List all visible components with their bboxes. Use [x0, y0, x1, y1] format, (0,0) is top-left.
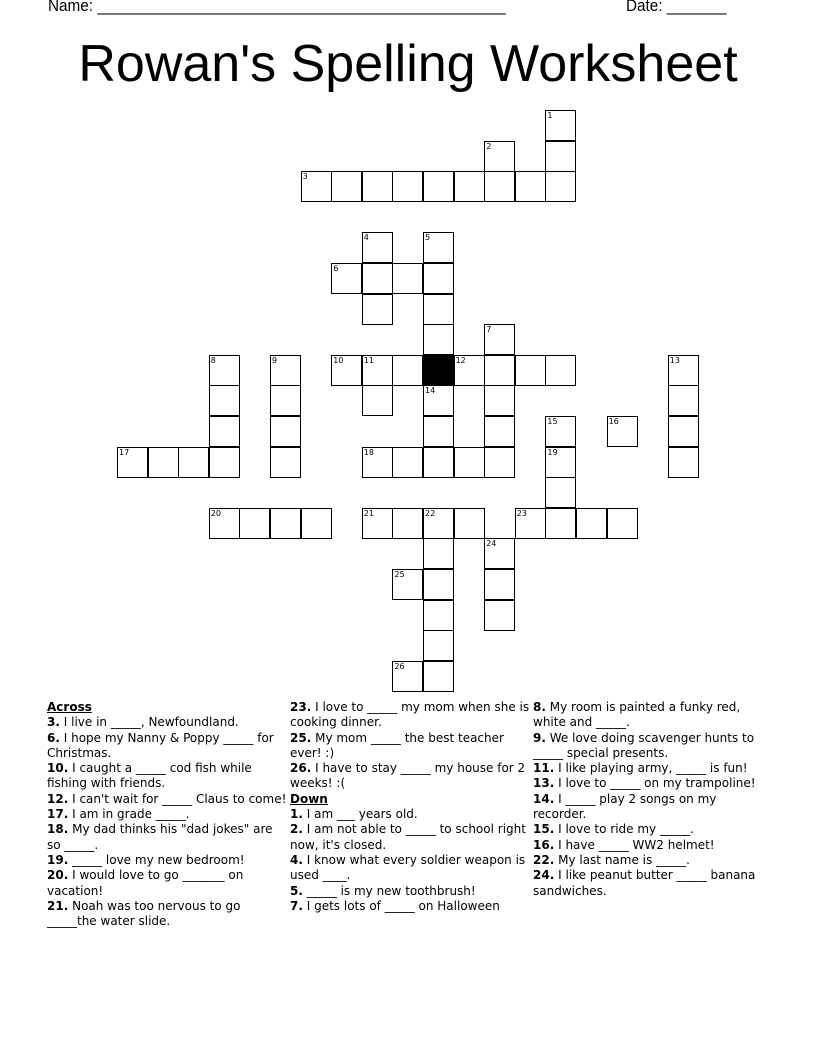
- grid-cell[interactable]: [270, 355, 301, 386]
- grid-cell[interactable]: [423, 508, 454, 539]
- clue-number: 19.: [47, 852, 69, 867]
- grid-cell[interactable]: [209, 416, 240, 447]
- clue-text: I like peanut butter _____ banana sandwiches.: [533, 868, 756, 898]
- grid-cell[interactable]: [607, 508, 638, 539]
- clue-text: I have to stay _____ my house for 2 weeks! :(: [290, 761, 526, 791]
- clue-number: 20.: [47, 868, 69, 883]
- grid-cell[interactable]: [178, 447, 209, 478]
- grid-cell[interactable]: [270, 508, 301, 539]
- clues-column-1: [47, 700, 287, 929]
- clue-number: 18.: [47, 822, 69, 837]
- cell-number: 5: [425, 233, 431, 243]
- grid-cell[interactable]: [392, 661, 423, 692]
- grid-cell[interactable]: [362, 355, 393, 386]
- cell-number: 8: [210, 355, 216, 365]
- cell-number: 17: [119, 447, 130, 457]
- grid-cell[interactable]: [362, 447, 393, 478]
- grid-cell[interactable]: [515, 508, 546, 539]
- grid-cell[interactable]: [545, 416, 576, 447]
- grid-cell[interactable]: [423, 263, 454, 294]
- grid-cell[interactable]: [484, 569, 515, 600]
- grid-cell[interactable]: [668, 385, 699, 416]
- clue-number: 17.: [47, 807, 69, 822]
- grid-cell[interactable]: [270, 385, 301, 416]
- grid-cell[interactable]: [668, 447, 699, 478]
- cell-number: 18: [363, 447, 374, 457]
- clue-number: 5.: [290, 883, 303, 898]
- cell-number: 3: [302, 172, 308, 182]
- clue-down: [290, 807, 530, 822]
- clue-across: [47, 731, 287, 762]
- cell-number: 26: [394, 661, 405, 671]
- cell-number: 12: [455, 355, 466, 365]
- grid-cell[interactable]: [545, 447, 576, 478]
- clue-number: 11.: [533, 761, 555, 776]
- cell-number: 15: [547, 417, 558, 426]
- grid-cell[interactable]: [484, 600, 515, 631]
- grid-cell[interactable]: [301, 171, 332, 202]
- grid-cell[interactable]: [331, 171, 362, 202]
- black-cell: [423, 355, 454, 386]
- clue-number: 23.: [290, 700, 312, 714]
- grid-cell[interactable]: [423, 416, 454, 447]
- grid-cell[interactable]: [301, 508, 332, 539]
- clue-down: [290, 899, 530, 914]
- clue-text: I am in grade _____.: [72, 807, 190, 822]
- grid-cell[interactable]: [209, 355, 240, 386]
- cell-number: 10: [333, 355, 344, 365]
- grid-cell[interactable]: [362, 263, 393, 294]
- clue-across: [290, 731, 530, 762]
- clue-text: I love to _____ my mom when she is cooking dinner.: [290, 700, 530, 730]
- clue-number: 16.: [533, 837, 555, 852]
- cell-number: 16: [608, 417, 619, 426]
- clue-across: [47, 792, 287, 807]
- grid-cell[interactable]: [148, 447, 179, 478]
- cell-number: 25: [394, 570, 405, 579]
- clues-column-3: [533, 700, 773, 899]
- cell-number: 24: [486, 539, 497, 549]
- clue-number: 9.: [533, 730, 546, 745]
- grid-cell[interactable]: [484, 416, 515, 447]
- clue-down: [290, 853, 530, 884]
- clue-number: 14.: [533, 791, 555, 806]
- grid-cell[interactable]: [209, 508, 240, 539]
- cell-number: 1: [547, 111, 553, 120]
- clue-number: 3.: [47, 715, 60, 730]
- grid-cell[interactable]: [331, 263, 362, 294]
- clue-across: [290, 700, 530, 731]
- grid-cell[interactable]: [423, 447, 454, 478]
- cell-number: 23: [516, 508, 527, 518]
- grid-cell[interactable]: [209, 447, 240, 478]
- clue-number: 22.: [533, 852, 555, 867]
- grid-cell[interactable]: [331, 355, 362, 386]
- grid-cell[interactable]: [423, 600, 454, 631]
- grid-cell[interactable]: [423, 569, 454, 600]
- clue-text: I gets lots of _____ on Halloween: [306, 898, 500, 913]
- cell-number: 22: [425, 508, 436, 518]
- clue-across: [47, 715, 287, 730]
- grid-cell[interactable]: [423, 630, 454, 661]
- cell-number: 9: [272, 355, 278, 365]
- grid-cell[interactable]: [515, 355, 546, 386]
- grid-cell[interactable]: [423, 385, 454, 416]
- grid-cell[interactable]: [668, 355, 699, 386]
- grid-cell[interactable]: [239, 508, 270, 539]
- clue-text: I live in _____, Newfoundland.: [63, 715, 239, 730]
- clue-text: _____ love my new bedroom!: [72, 852, 245, 867]
- grid-cell[interactable]: [545, 110, 576, 141]
- clue-number: 8.: [533, 700, 546, 714]
- grid-cell[interactable]: [423, 171, 454, 202]
- cell-number: 11: [363, 355, 374, 365]
- clue-across: [47, 899, 287, 930]
- clue-down: [533, 792, 773, 823]
- grid-cell[interactable]: [454, 447, 485, 478]
- clue-text: I can't wait for _____ Claus to come!: [72, 791, 287, 806]
- grid-cell[interactable]: [484, 355, 515, 386]
- grid-cell[interactable]: [454, 355, 485, 386]
- down-heading: Down: [290, 791, 328, 806]
- clue-across: [47, 853, 287, 868]
- clue-text: I am not able to _____ to school right now, it's closed.: [290, 822, 526, 852]
- clue-text: I love to _____ on my trampoline!: [558, 776, 756, 791]
- clue-number: 25.: [290, 730, 312, 745]
- clue-number: 1.: [290, 807, 303, 822]
- clue-number: 7.: [290, 898, 303, 913]
- clue-down: [533, 822, 773, 837]
- clue-down: [533, 700, 773, 731]
- clue-text: Noah was too nervous to go _____the water slide.: [47, 898, 241, 929]
- page-title: Rowan's Spelling Worksheet: [78, 35, 738, 93]
- clue-text: I like playing army, _____ is fun!: [558, 761, 748, 776]
- clues-column-2: [290, 700, 530, 914]
- grid-cell[interactable]: [576, 508, 607, 539]
- grid-cell[interactable]: [545, 355, 576, 386]
- grid-cell[interactable]: [270, 447, 301, 478]
- clue-number: 10.: [47, 761, 69, 776]
- grid-cell[interactable]: [362, 508, 393, 539]
- clue-text: My room is painted a funky red, white and _____.: [533, 700, 741, 730]
- grid-cell[interactable]: [362, 294, 393, 325]
- clue-text: We love doing scavenger hunts to _____ special presents.: [533, 730, 755, 760]
- cell-number: 2: [486, 141, 492, 151]
- clue-text: My dad thinks his "dad jokes" are so _____.: [47, 822, 273, 852]
- grid-cell[interactable]: [545, 508, 576, 539]
- clue-text: I know what every soldier weapon is used ____.: [290, 852, 526, 883]
- cell-number: 6: [333, 264, 339, 273]
- cell-number: 19: [547, 447, 558, 457]
- grid-cell[interactable]: [392, 171, 423, 202]
- cell-number: 14: [425, 386, 436, 396]
- clue-number: 15.: [533, 822, 555, 837]
- clue-text: My last name is _____.: [558, 852, 690, 867]
- grid-cell[interactable]: [484, 447, 515, 478]
- grid-cell[interactable]: [484, 171, 515, 202]
- grid-cell[interactable]: [423, 661, 454, 692]
- clue-down: [533, 868, 773, 899]
- clue-number: 24.: [533, 868, 555, 883]
- clue-across: [47, 807, 287, 822]
- clue-down: [533, 776, 773, 791]
- grid-cell[interactable]: [423, 232, 454, 263]
- clue-number: 12.: [47, 791, 69, 806]
- clue-down: [290, 884, 530, 899]
- cell-number: 7: [486, 325, 492, 335]
- clue-text: I would love to go _______ on vacation!: [47, 868, 244, 898]
- clue-text: I _____ play 2 songs on my recorder.: [533, 791, 717, 822]
- cell-number: 4: [363, 233, 369, 243]
- grid-cell[interactable]: [668, 416, 699, 447]
- clue-across: [47, 868, 287, 899]
- across-heading: Across: [47, 700, 92, 714]
- cell-number: 20: [210, 508, 221, 518]
- clue-across: [47, 822, 287, 853]
- cell-number: 13: [669, 355, 680, 365]
- clue-across: [47, 761, 287, 792]
- clue-down: [533, 853, 773, 868]
- clue-text: I have _____ WW2 helmet!: [558, 837, 715, 852]
- clue-down: [533, 761, 773, 776]
- date-field-label: Date: _______: [626, 0, 727, 15]
- clue-down: [533, 838, 773, 853]
- grid-cell[interactable]: [484, 538, 515, 569]
- clue-text: I caught a _____ cod fish while fishing with friends.: [47, 761, 252, 791]
- grid-cell[interactable]: [484, 324, 515, 355]
- grid-cell[interactable]: [392, 447, 423, 478]
- grid-cell[interactable]: [392, 569, 423, 600]
- grid-cell[interactable]: [392, 355, 423, 386]
- grid-cell[interactable]: [484, 385, 515, 416]
- clue-text: I hope my Nanny & Poppy _____ for Christmas.: [47, 730, 274, 760]
- grid-cell[interactable]: [392, 263, 423, 294]
- clue-number: 21.: [47, 898, 69, 913]
- grid-cell[interactable]: [362, 171, 393, 202]
- grid-cell[interactable]: [484, 141, 515, 172]
- grid-cell[interactable]: [362, 232, 393, 263]
- clue-down: [290, 822, 530, 853]
- grid-cell[interactable]: [515, 171, 546, 202]
- grid-cell[interactable]: [545, 477, 576, 508]
- grid-cell[interactable]: [423, 538, 454, 569]
- grid-cell[interactable]: [362, 385, 393, 416]
- grid-cell[interactable]: [209, 385, 240, 416]
- name-field-label: Name: ________________________________________________: [48, 0, 506, 15]
- cell-number: 21: [363, 508, 374, 518]
- grid-cell[interactable]: [423, 294, 454, 325]
- grid-cell[interactable]: [117, 447, 148, 478]
- clue-across: [290, 761, 530, 792]
- grid-cell[interactable]: [270, 416, 301, 447]
- grid-cell[interactable]: [454, 508, 485, 539]
- clue-text: I love to ride my _____.: [558, 822, 694, 837]
- grid-cell[interactable]: [545, 141, 576, 172]
- grid-cell[interactable]: [545, 171, 576, 202]
- grid-cell[interactable]: [423, 324, 454, 355]
- grid-cell[interactable]: [607, 416, 638, 447]
- clue-down: [533, 731, 773, 762]
- grid-cell[interactable]: [454, 171, 485, 202]
- clue-number: 13.: [533, 776, 555, 791]
- clue-text: I am ___ years old.: [306, 807, 418, 822]
- clue-number: 4.: [290, 852, 303, 867]
- clue-text: My mom _____ the best teacher ever! :): [290, 730, 504, 760]
- clue-number: 6.: [47, 730, 60, 745]
- grid-cell[interactable]: [392, 508, 423, 539]
- clue-text: _____ is my new toothbrush!: [306, 883, 476, 898]
- clue-number: 2.: [290, 822, 303, 837]
- clue-number: 26.: [290, 761, 312, 776]
